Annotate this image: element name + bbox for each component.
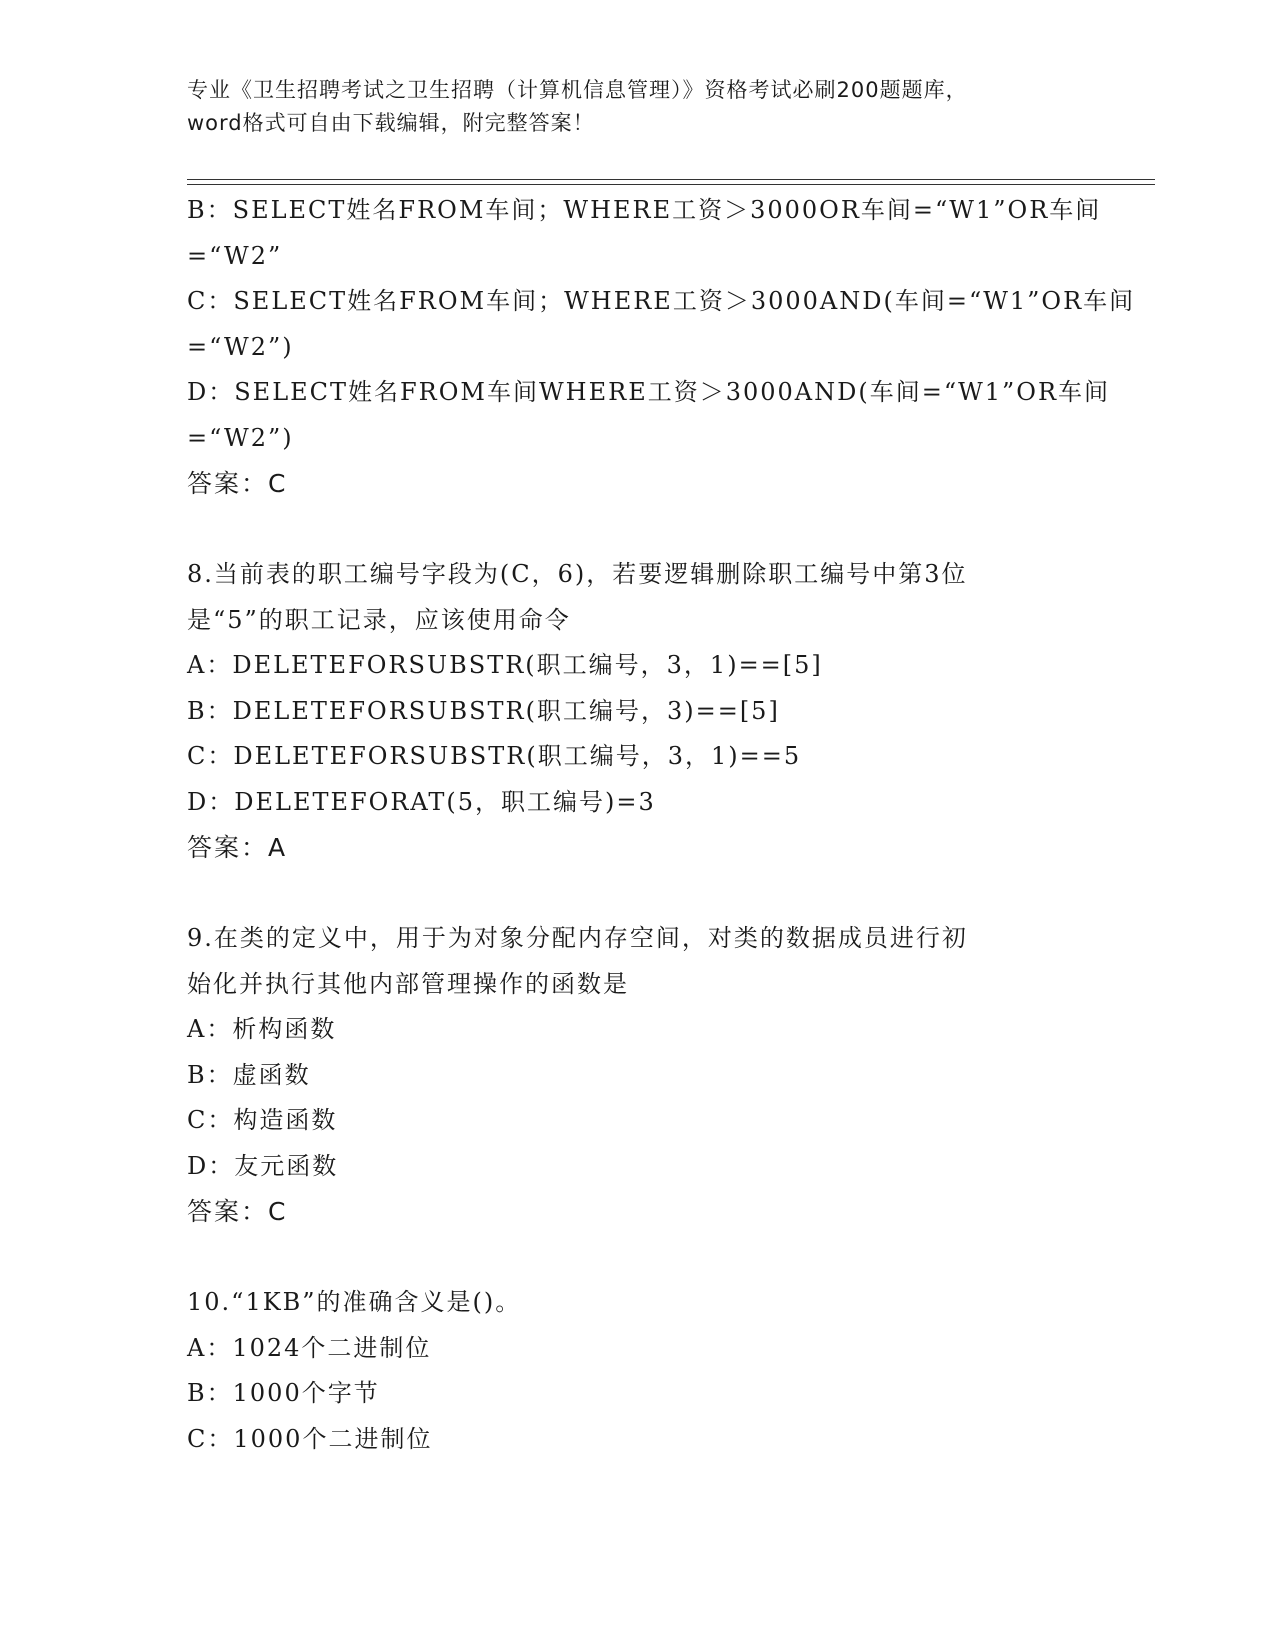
q10-stem: 10.“1KB”的准确含义是()。 xyxy=(187,1288,522,1316)
q8-option-a: A：DELETEFORSUBSTR(职工编号，3，1)==[5] xyxy=(187,651,823,679)
q7-option-d-line-1: D：SELECT姓名FROM车间WHERE工资＞3000AND(车间=“W1”OR车间 xyxy=(187,378,1111,406)
q9-option-a: A：析构函数 xyxy=(187,1015,337,1043)
spacer xyxy=(187,871,1087,917)
spacer xyxy=(187,507,1087,553)
q8-option-c: C：DELETEFORSUBSTR(职工编号，3，1)==5 xyxy=(187,742,802,770)
q7-option-d-line-2: =“W2”) xyxy=(187,423,294,452)
document-header xyxy=(187,74,1087,140)
header-title-line-1: 专业《卫生招聘考试之卫生招聘（计算机信息管理）》资格考试必刷200题题库， xyxy=(187,78,968,102)
q9-option-c: C：构造函数 xyxy=(187,1106,338,1134)
header-divider-bottom xyxy=(187,184,1155,185)
q7-option-c-line-2: =“W2”) xyxy=(187,332,294,361)
q8-stem-line-2: 是“5”的职工记录，应该使用命令 xyxy=(187,605,571,634)
q9-answer: 答案：C xyxy=(187,1197,288,1226)
q8-stem-line-1: 8.当前表的职工编号字段为(C，6)，若要逻辑删除职工编号中第3位 xyxy=(187,560,968,588)
q8-answer: 答案：A xyxy=(187,833,288,862)
q9-stem-line-2: 始化并执行其他内部管理操作的函数是 xyxy=(187,969,629,998)
question-7 xyxy=(187,188,1136,507)
q9-option-b: B：虚函数 xyxy=(187,1060,311,1089)
q9-stem-line-1: 9.在类的定义中，用于为对象分配内存空间，对类的数据成员进行初 xyxy=(187,924,968,952)
question-8 xyxy=(187,552,1087,871)
q9-option-d: D：友元函数 xyxy=(187,1151,339,1180)
q10-option-a: A：1024个二进制位 xyxy=(187,1333,432,1362)
q10-option-b: B：1000个字节 xyxy=(187,1379,380,1407)
q8-option-b: B：DELETEFORSUBSTR(职工编号，3)==[5] xyxy=(187,696,780,725)
q8-option-d: D：DELETEFORAT(5，职工编号)=3 xyxy=(187,787,656,816)
spacer xyxy=(187,1235,1087,1281)
question-10 xyxy=(187,1280,1087,1462)
q7-option-b-line-2: =“W2” xyxy=(187,241,283,270)
header-divider-top xyxy=(187,179,1155,180)
q7-option-c-line-1: C：SELECT姓名FROM车间；WHERE工资＞3000AND(车间=“W1”OR车间 xyxy=(187,287,1136,315)
header-title-line-2: word格式可自由下载编辑，附完整答案！ xyxy=(187,111,595,135)
q7-option-b-line-1: B：SELECT姓名FROM车间；WHERE工资＞3000OR车间=“W1”OR车间 xyxy=(187,196,1102,224)
question-9 xyxy=(187,916,1087,1235)
q10-option-c: C：1000个二进制位 xyxy=(187,1424,433,1453)
document-body xyxy=(187,188,1136,1462)
q7-answer: 答案：C xyxy=(187,469,288,498)
